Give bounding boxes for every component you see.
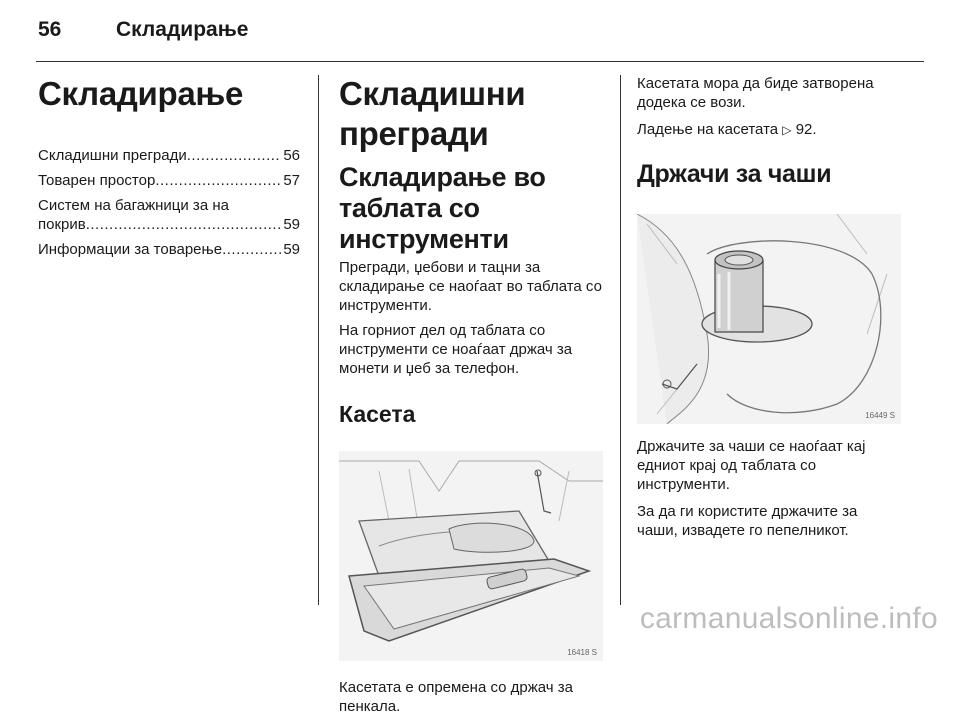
subsection-title: Складирање во таблата со инструменти	[339, 162, 546, 254]
section-title: Складишни прегради	[339, 75, 526, 152]
toc-page: 57	[283, 172, 300, 189]
toc-label: покрив	[38, 216, 86, 233]
watermark: carmanualsonline.info	[639, 602, 938, 635]
paragraph: Прегради, џебови и тацни за складирање се наоѓаат во таблата со инструменти.	[339, 259, 602, 314]
reference-text: Ладење на касетата	[637, 121, 779, 138]
cupholder-illustration	[637, 214, 901, 424]
toc-page: 59	[283, 216, 300, 233]
column-divider-2	[620, 75, 621, 605]
page-header	[38, 18, 248, 42]
reference-arrow-icon: ▷	[782, 123, 792, 137]
page-number: 56	[38, 18, 62, 41]
paragraph: Држачите за чаши се наоѓаат кај едниот крај од таблата со инструменти.	[637, 438, 866, 493]
section-name: Складирање	[116, 18, 249, 41]
subsection-title: Касета	[339, 401, 416, 427]
column-divider-1	[318, 75, 319, 605]
paragraph: Касетата мора да биде затворена додека се вози.	[637, 75, 874, 111]
middle-column	[339, 74, 603, 716]
toc-item[interactable]	[38, 146, 300, 165]
toc-page: 59	[283, 241, 300, 258]
paragraph: За да ги користите држачите за чаши, извадете го пепелникот.	[637, 503, 858, 539]
toc-label: Складишни прегради	[38, 147, 187, 164]
toc-label: Товарен простор	[38, 172, 156, 189]
cupholder-drawing	[637, 214, 901, 424]
chapter-title: Складирање	[38, 75, 244, 112]
toc-item[interactable]	[38, 196, 300, 234]
right-column	[637, 74, 900, 540]
paragraph: На горниот дел од таблата со инструменти се ноаѓаат држач за монети и џеб за телефон.	[339, 322, 573, 377]
toc-page: 56	[283, 147, 300, 164]
toc-item[interactable]	[38, 240, 300, 259]
table-of-contents	[38, 146, 300, 259]
reference-page: 92.	[795, 121, 817, 138]
toc-label: Информации за товарење	[38, 241, 223, 258]
glovebox-illustration	[339, 451, 603, 661]
subsection-title: Држачи за чаши	[637, 160, 832, 188]
toc-item[interactable]	[38, 171, 300, 190]
header-rule	[36, 61, 924, 62]
toc-label-line1: Систем на багажници за на	[38, 197, 229, 214]
glovebox-drawing	[339, 451, 603, 661]
cross-reference[interactable]	[637, 120, 900, 140]
figure-caption: Касетата е опремена со држач за пенкала.	[339, 679, 573, 715]
figure-id: 16418 S	[567, 648, 597, 657]
left-column	[38, 74, 300, 265]
figure-id: 16449 S	[865, 411, 895, 420]
